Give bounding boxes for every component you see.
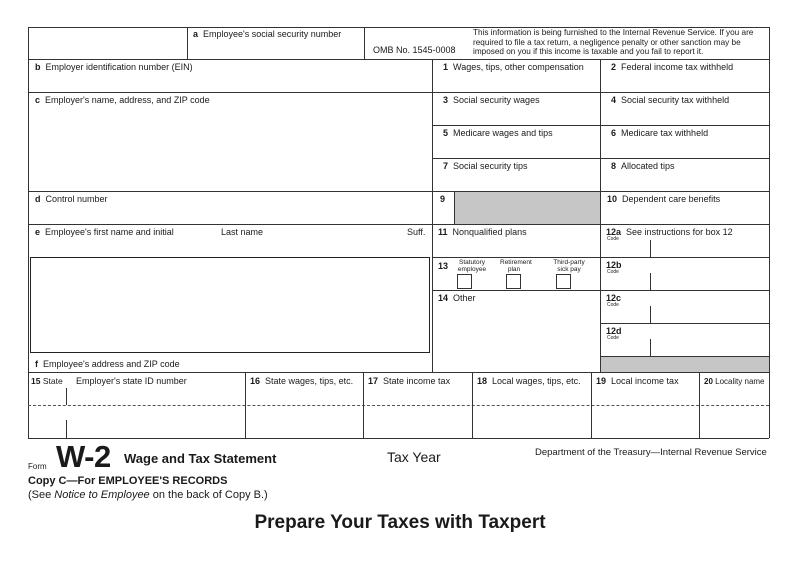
grid-line [245,372,246,438]
statutory-employee-checkbox[interactable] [457,274,472,289]
box7-label: 7 Social security tips [443,161,528,171]
statutory-employee-label: Statutory employee [457,259,487,273]
employer-state-id-label: Employer's state ID number [76,376,187,386]
grid-line [28,27,29,438]
irs-notice: This information is being furnished to the Internal Revenue Service. If you are required to file a tax return, a negligence penalty or other sanction may be imposed on you if this income is taxable and you fail to report it. [473,28,754,57]
box12-shading [601,357,769,372]
grid-line [28,191,432,192]
grid-line [28,59,769,60]
grid-line [600,59,601,372]
grid-line [600,323,769,324]
suffix-label: Suff. [407,227,426,237]
box19-label: 19 Local income tax [596,376,679,386]
box12b-label: 12b [606,260,622,270]
box11-label: 11 Nonqualified plans [438,227,527,237]
grid-line [432,257,600,258]
box6-label: 6 Medicare tax withheld [611,128,709,138]
grid-line [364,27,365,59]
form-word: Form [28,462,47,471]
box9-shading [454,192,600,224]
grid-line [28,92,432,93]
box2-label: 2 Federal income tax withheld [611,62,734,72]
grid-line [187,27,188,59]
grid-line [650,306,651,323]
notice-line: (See Notice to Employee on the back of Copy B.) [28,489,268,501]
retirement-plan-label: Retirement plan [500,259,532,273]
grid-line [28,224,432,225]
box16-label: 16 State wages, tips, etc. [250,376,354,386]
tax-year-label: Tax Year [387,449,441,465]
box12c-label: 12c [606,293,622,303]
grid-line [591,372,592,438]
ein-label: b Employer identification number (EIN) [35,62,193,72]
grid-line [432,59,433,372]
box5-label: 5 Medicare wages and tips [443,128,553,138]
promo-banner: Prepare Your Taxes with Taxpert [254,512,546,533]
grid-line [650,273,651,290]
box15-label: 15 State [31,376,63,386]
box4-label: 4 Social security tax withheld [611,95,730,105]
box12a-code-label: Code [607,236,619,242]
box17-label: 17 State income tax [368,376,451,386]
box12d-label: 12d [606,326,622,336]
employer-name-label: c Employer's name, address, and ZIP code [35,95,210,105]
box13-label: 13 [438,261,449,271]
control-number-label: d Control number [35,194,108,204]
box10-label: 10 Dependent care benefits [607,194,721,204]
grid-line [650,339,651,356]
grid-line [600,257,769,258]
grid-line [472,372,473,438]
grid-line [28,372,769,373]
grid-line [432,158,769,159]
box18-label: 18 Local wages, tips, etc. [477,376,581,386]
box8-label: 8 Allocated tips [611,161,675,171]
grid-line [650,240,651,257]
grid-line [28,438,769,439]
box1-label: 1 Wages, tips, other compensation [443,62,584,72]
box12b-code-label: Code [607,269,619,275]
grid-dashed-line [28,405,769,406]
third-party-sick-pay-label: Third-party sick pay [553,259,585,273]
form-title: Wage and Tax Statement [124,451,277,466]
department-label: Department of the Treasury—Internal Revenue Service [535,447,767,458]
employee-name-label: e Employee's first name and initial [35,227,174,237]
last-name-label: Last name [221,227,264,237]
grid-line [600,290,769,291]
third-party-sick-pay-checkbox[interactable] [556,274,571,289]
omb-number: OMB No. 1545-0008 [373,45,456,55]
form-name: W-2 [56,439,111,474]
box20-label: 20 Locality name [704,377,765,386]
box12d-code-label: Code [607,335,619,341]
copy-line: Copy C—For EMPLOYEE'S RECORDS [28,475,228,487]
box14-label: 14 Other [438,293,476,303]
grid-line [432,125,769,126]
grid-line [454,191,455,224]
grid-line [363,372,364,438]
grid-line [66,388,67,405]
grid-line [432,224,769,225]
employee-address-box[interactable] [30,257,430,353]
box12a-label: 12a See instructions for box 12 [606,227,733,237]
box9-label: 9 [440,194,446,204]
grid-line [66,420,67,438]
grid-line [699,372,700,438]
retirement-plan-checkbox[interactable] [506,274,521,289]
grid-line [769,27,770,438]
ssn-label: a Employee's social security number [193,29,342,39]
grid-line [432,290,600,291]
employee-address-label: f Employee's address and ZIP code [35,359,180,369]
box3-label: 3 Social security wages [443,95,540,105]
box12c-code-label: Code [607,302,619,308]
grid-line [432,92,769,93]
